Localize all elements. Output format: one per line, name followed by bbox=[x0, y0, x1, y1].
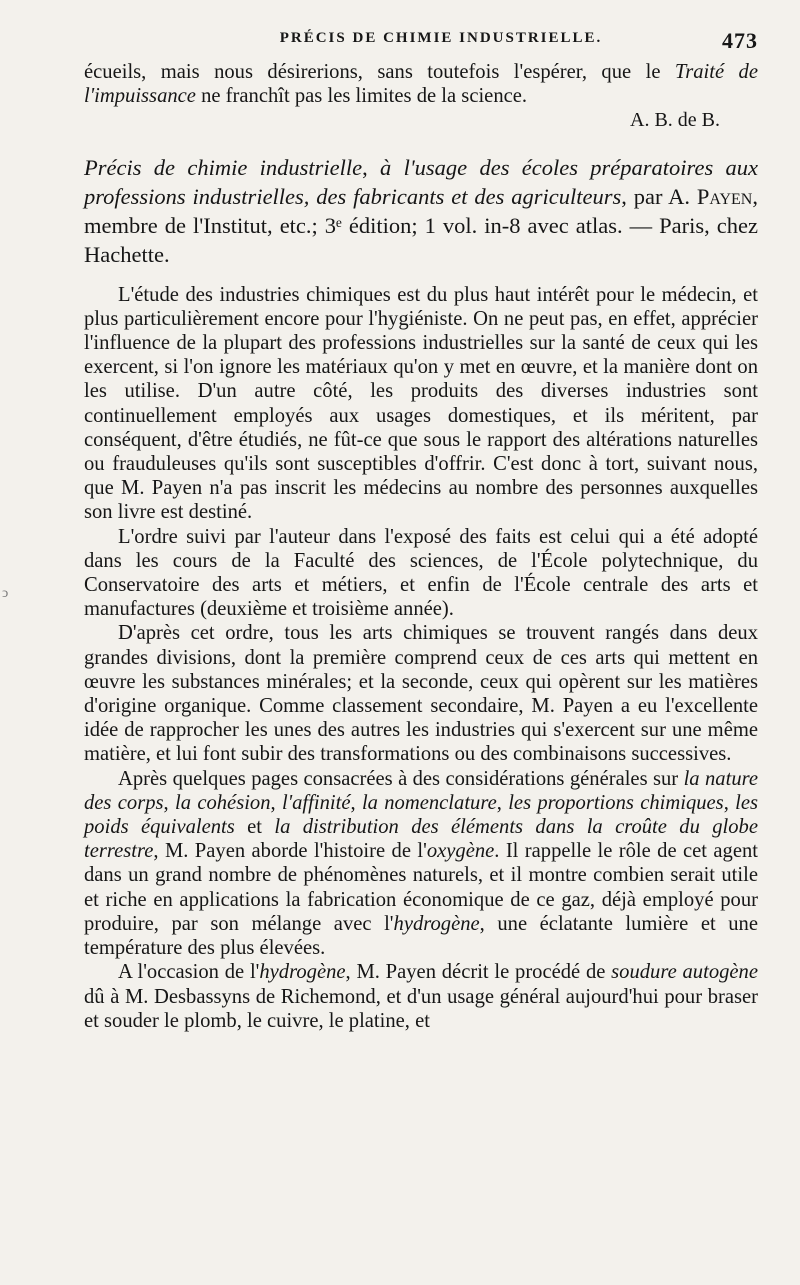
text-span: écueils, mais nous désirerions, sans toutefois l'espérer, que le bbox=[84, 61, 675, 83]
text-span: , par A. bbox=[621, 183, 697, 209]
term: soudure autogène bbox=[611, 961, 758, 984]
closing-paragraph bbox=[84, 60, 758, 108]
review-body bbox=[84, 283, 758, 1033]
paragraph-4 bbox=[84, 767, 758, 961]
text-span: , bbox=[723, 791, 736, 814]
margin-mark: ↄ bbox=[2, 586, 9, 601]
book-subtitle: à l'usage des écoles préparatoires aux professions industrielles, des fabricants et des agriculteurs bbox=[84, 154, 759, 209]
page-number: 473 bbox=[722, 28, 758, 53]
paragraph-5 bbox=[84, 960, 758, 1033]
text-span: , bbox=[270, 791, 282, 814]
cited-title: Traité de l'impuissance bbox=[84, 61, 758, 108]
term: la nature des corps bbox=[84, 767, 759, 814]
term: la distribution des éléments dans la croûte du globe terrestre bbox=[84, 816, 758, 863]
text-span: Après quelques pages consacrées à des considérations générales sur bbox=[118, 767, 684, 790]
running-title: PRÉCIS DE CHIMIE INDUSTRIELLE. bbox=[279, 30, 603, 46]
text-span: dû à M. Desbassyns de Richemond, et d'un usage général aujourd'hui pour braser et souder le plomb, le cuivre, le platine, et bbox=[84, 985, 758, 1032]
paragraph-2: L'ordre suivi par l'auteur dans l'exposé des faits est celui qui a été adopté dans les cours de la Faculté des sciences, de l'École polytechnique, du Conservatoire des arts et métiers, et enfin de l'École centrale des arts et manufactures (deuxième et troisième année). bbox=[84, 525, 758, 621]
text-span: , bbox=[362, 154, 381, 180]
text-span: et bbox=[234, 816, 275, 839]
book-author: Payen bbox=[696, 183, 753, 209]
text-span: , bbox=[496, 791, 509, 814]
running-header bbox=[84, 30, 758, 60]
text-span: , une éclatante lumière et une température des plus élevées. bbox=[84, 912, 758, 960]
text-span: ne franchît pas les limites de la science. bbox=[195, 85, 528, 108]
reviewer-signature: A. B. de B. bbox=[630, 109, 720, 132]
text-span: . Il rappelle le rôle de cet agent dans un grand nombre de phénomènes naturels, et il montre combien serait utile et riche en applications la fabrication économique de ce gaz, déjà employé pour produire, par son mélange avec l' bbox=[84, 840, 759, 935]
term: l'affinité bbox=[282, 791, 351, 814]
paragraph-3: D'après cet ordre, tous les arts chimiques se trouvent rangés dans deux grandes divisions, dont la première comprend ceux de ces arts qui mettent en œuvre les substances minérales; et la seconde, ceux qui opèrent sur les matières d'origine organique. Comme classement secondaire, M. Payen a eu l'excellente idée de rapprocher les unes des autres les industries qui s'exercent sur une même matière, et lui font subir des transformations ou des combinaisons successives. bbox=[84, 622, 758, 766]
term: hydrogène bbox=[259, 961, 346, 984]
term: les poids équivalents bbox=[84, 791, 759, 839]
text-span: , bbox=[163, 791, 175, 814]
paragraph-1: L'étude des industries chimiques est du plus haut intérêt pour le médecin, et plus particulièrement encore pour l'hygiéniste. On ne peut pas, en effet, apprécier l'influence de la plupart des professions industrielles sur la santé de ceux qui les exercent, si l'on ignore les matériaux qu'on y met en œuvre, et la manière dont on les utilise. D'un autre côté, les produits des diverses industries sont continuellement employés aux usages domestiques, et ils méritent, par conséquent, d'être étudiés, ne fût-ce que sous le rapport des altérations naturelles ou frauduleuses qu'ils sont susceptibles d'offrir. C'est donc à tort, suivant nous, que M. Payen n'a pas inscrit les médecins au nombre des personnes auxquelles son livre est destiné. bbox=[84, 283, 758, 524]
review-heading bbox=[84, 153, 758, 269]
text-span: , M. Payen décrit le procédé de bbox=[345, 961, 612, 984]
term: oxygène bbox=[426, 840, 495, 863]
term: la cohésion bbox=[175, 791, 271, 814]
text-span: , bbox=[350, 791, 362, 814]
term: la nomenclature bbox=[361, 791, 497, 814]
term: hydrogène bbox=[393, 912, 480, 935]
book-title: Précis de chimie industrielle bbox=[84, 154, 363, 180]
text-span: A l'occasion de l' bbox=[118, 961, 260, 984]
term: les proportions chimiques bbox=[508, 791, 724, 814]
publication-details: , membre de l'Institut, etc.; 3ᵉ édition; 1 vol. in-8 avec atlas. — Paris, chez Hachette. bbox=[84, 183, 758, 267]
previous-review-ending bbox=[84, 60, 758, 133]
text-span: , M. Payen aborde l'histoire de l' bbox=[153, 840, 427, 863]
